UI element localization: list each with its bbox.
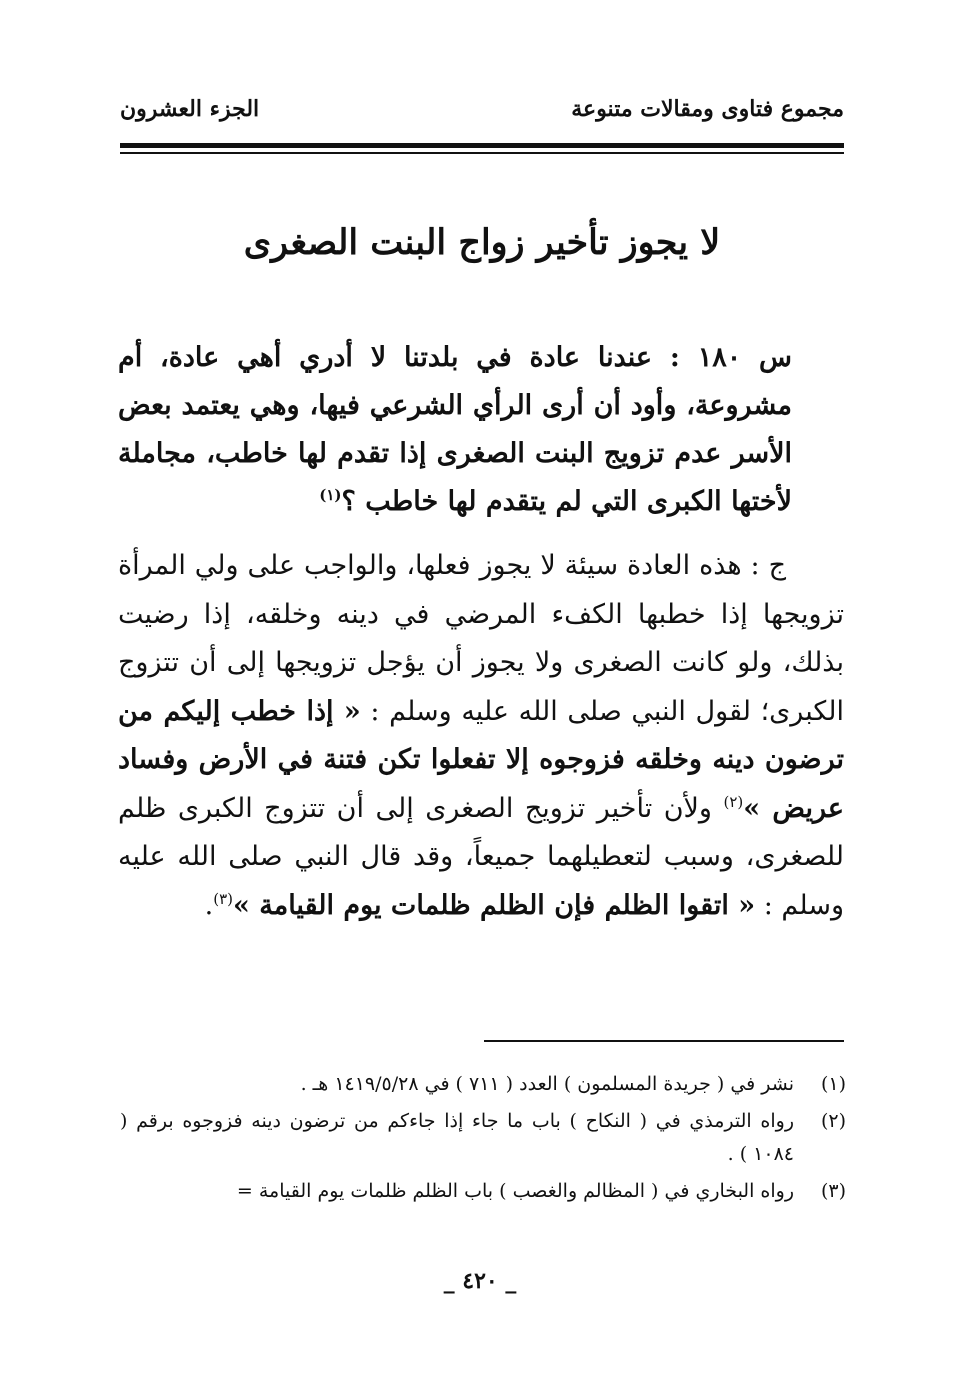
- footnote-ref-2: (٢): [723, 792, 744, 811]
- footnotes: [120, 1068, 846, 1212]
- hadith-quote-1: « إذا خطب إليكم من ترضون دينه وخلقه فزوجوه إلا تفعلوا تكن فتنة في الأرض وفساد عريض »: [118, 695, 845, 824]
- footnote-number: (٣): [820, 1180, 846, 1202]
- running-header: [120, 96, 844, 136]
- footnote-ref-3: (٣): [213, 889, 233, 908]
- hadith-quote-2: « اتقوا الظلم فإن الظلم ظلمات يوم القيامة »: [232, 889, 756, 921]
- question-paragraph: [118, 334, 792, 526]
- article-title: لا يجوز تأخير زواج البنت الصغرى: [243, 222, 721, 263]
- question-text: س ١٨٠ : عندنا عادة في بلدتنا لا أدري أهي عادة، أم مشروعة، وأود أن أرى الرأي الشرعي فيها، وهي يعتمد بعض الأسر عدم تزويج البنت الصغرى إذا تقدم لها خاطب، مجاملة لأختها الكبرى التي لم يتقدم لها خاطب ؟: [118, 342, 792, 517]
- footnote-number: (١): [820, 1073, 846, 1095]
- footnote-item: [120, 1068, 846, 1101]
- footnote-text: رواه البخاري في ( المظالم والغصب ) باب الظلم ظلمات يوم القيامة =: [236, 1180, 794, 1202]
- header-rule-thick: [120, 143, 844, 148]
- footnote-item: [120, 1175, 846, 1208]
- footnote-ref-1: (١): [319, 486, 342, 504]
- footnote-text: نشر في ( جريدة المسلمون ) العدد ( ٧١١ ) في ١٤١٩/٥/٢٨ هـ .: [300, 1073, 794, 1095]
- volume-label: الجزء العشرون: [120, 96, 260, 122]
- answer-text-part1: ج : هذه العادة سيئة لا يجوز فعلها، والواجب على ولي المرأة تزويجها إذا خطبها الكفء المرضي في دينه وخلقه، إذا رضيت بذلك، ولو كانت الصغرى ولا يجوز أن يؤجل تزويجها إلى أن تتزوج الكبرى؛ لقول النبي صلى الله عليه وسلم :: [118, 550, 844, 727]
- footnote-item: [120, 1105, 846, 1171]
- footnote-number: (٢): [820, 1110, 846, 1132]
- page-number: _ ٤٢٠ _: [443, 1268, 517, 1294]
- answer-text-part2: ولأن تأخير تزويج الصغرى إلى أن تتزوج الكبرى ظلم للصغرى، وسبب لتعطيلهما جميعاً، وقد قال النبي صلى الله عليه وسلم :: [118, 792, 844, 921]
- footnote-text: رواه الترمذي في ( النكاح ) باب ما جاء إذا جاءكم من ترضون دينه فزوجوه برقم ( ١٠٨٤ ) .: [120, 1110, 794, 1165]
- header-rule-thin: [120, 152, 844, 154]
- answer-end-mark: .: [204, 889, 214, 921]
- footnote-separator: [484, 1040, 844, 1042]
- collection-title: مجموع فتاوى ومقالات متنوعة: [571, 96, 844, 122]
- answer-paragraph: [118, 542, 844, 930]
